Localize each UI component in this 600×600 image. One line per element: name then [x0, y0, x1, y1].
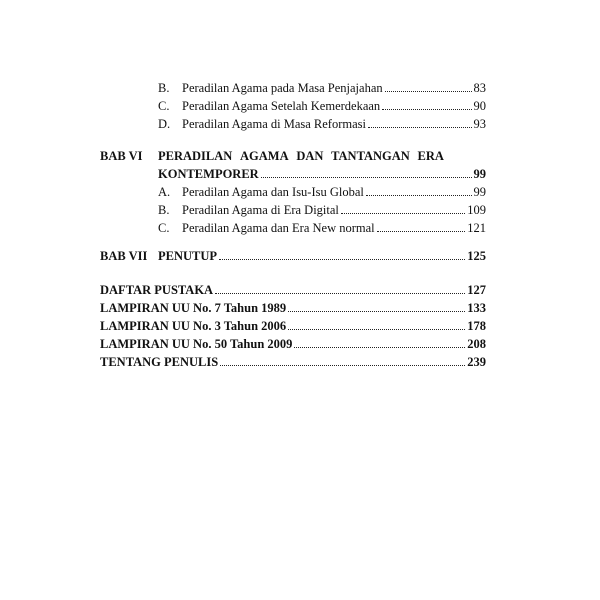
entry-title: DAFTAR PUSTAKA	[100, 283, 214, 297]
dot-leader	[288, 310, 465, 312]
chapter-page: 125	[467, 249, 486, 263]
dot-leader	[215, 292, 465, 294]
dot-leader	[261, 176, 472, 178]
entry-page: 239	[467, 355, 486, 369]
entry-title: Peradilan Agama Setelah Kemerdekaan	[182, 99, 381, 113]
entry-letter: B.	[158, 81, 170, 95]
entry-page: 99	[473, 185, 486, 199]
entry-title: Peradilan Agama di Era Digital	[182, 203, 339, 217]
dot-leader	[294, 346, 465, 348]
toc-entry	[158, 116, 486, 132]
heading-word: AGAMA	[240, 149, 289, 163]
toc-entry	[158, 80, 486, 96]
entry-title: Peradilan Agama dan Isu-Isu Global	[182, 185, 364, 199]
toc-entry	[158, 220, 486, 236]
entry-title: Peradilan Agama pada Masa Penjajahan	[182, 81, 383, 95]
entry-page: 178	[467, 319, 486, 333]
toc-entry	[158, 184, 486, 200]
entry-title: LAMPIRAN UU No. 7 Tahun 1989	[100, 301, 287, 315]
dot-leader	[382, 108, 471, 110]
toc-backmatter-entry	[100, 282, 486, 298]
entry-title: LAMPIRAN UU No. 50 Tahun 2009	[100, 337, 293, 351]
entry-page: 208	[467, 337, 486, 351]
chapter-label: BAB VII	[100, 249, 148, 263]
heading-word: ERA	[417, 149, 444, 163]
entry-page: 93	[473, 117, 486, 131]
dot-leader	[341, 212, 465, 214]
entry-page: 83	[473, 81, 486, 95]
chapter-title: KONTEMPORER	[158, 167, 259, 181]
entry-title: TENTANG PENULIS	[100, 355, 219, 369]
toc-backmatter-entry	[100, 354, 486, 370]
chapter-heading	[158, 248, 486, 264]
dot-leader	[368, 126, 472, 128]
entry-letter: C.	[158, 221, 170, 235]
entry-letter: B.	[158, 203, 170, 217]
entry-letter: A.	[158, 185, 171, 199]
entry-page: 90	[473, 99, 486, 113]
entry-title: LAMPIRAN UU No. 3 Tahun 2006	[100, 319, 287, 333]
heading-word: TANTANGAN	[331, 149, 410, 163]
entry-letter: C.	[158, 99, 170, 113]
chapter-heading-line2	[158, 166, 486, 182]
entry-page: 133	[467, 301, 486, 315]
toc-entry	[158, 98, 486, 114]
heading-word: DAN	[296, 149, 324, 163]
chapter-heading-line1	[158, 148, 444, 164]
dot-leader	[219, 258, 465, 260]
dot-leader	[366, 194, 472, 196]
toc-entry	[158, 202, 486, 218]
entry-page: 109	[467, 203, 486, 217]
entry-letter: D.	[158, 117, 171, 131]
dot-leader	[385, 90, 472, 92]
toc-backmatter-entry	[100, 336, 486, 352]
entry-title: Peradilan Agama dan Era New normal	[182, 221, 375, 235]
toc-backmatter-entry	[100, 318, 486, 334]
dot-leader	[377, 230, 466, 232]
toc-backmatter-entry	[100, 300, 486, 316]
dot-leader	[220, 364, 465, 366]
entry-page: 127	[467, 283, 486, 297]
entry-page: 121	[467, 221, 486, 235]
chapter-title: PENUTUP	[158, 249, 218, 263]
chapter-page: 99	[473, 167, 486, 181]
dot-leader	[288, 328, 465, 330]
chapter-label: BAB VI	[100, 149, 143, 163]
heading-word: PERADILAN	[158, 149, 233, 163]
entry-title: Peradilan Agama di Masa Reformasi	[182, 117, 366, 131]
